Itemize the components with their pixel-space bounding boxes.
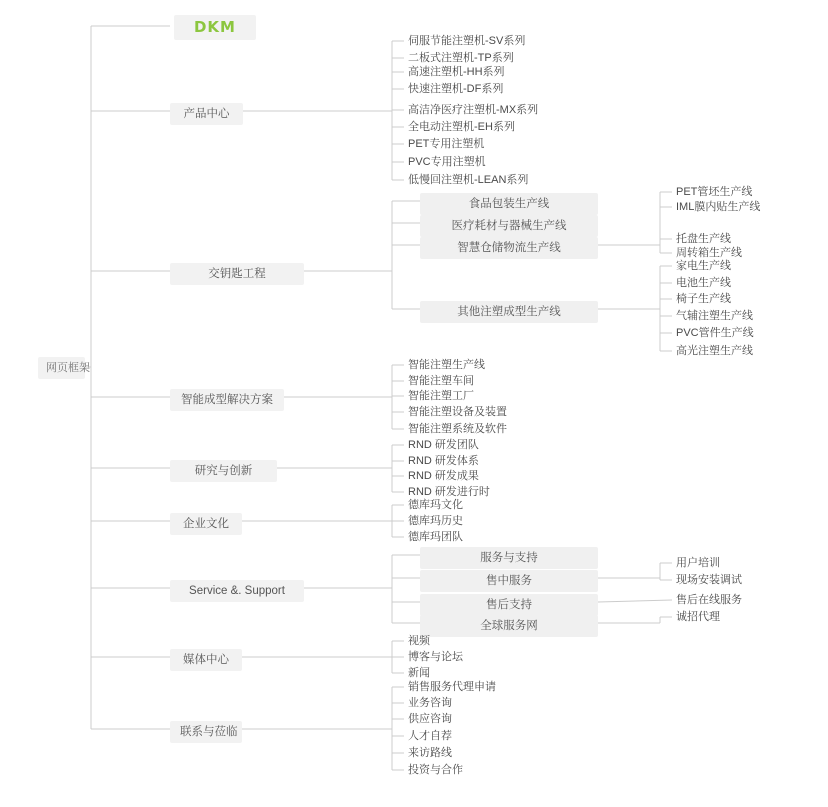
leaf-item[interactable]: PET专用注塑机 (408, 138, 485, 150)
branch-service-support[interactable]: Service &. Support (170, 580, 304, 602)
branch-culture[interactable]: 企业文化 (170, 513, 242, 535)
leaf-item[interactable]: 高速注塑机-HH系列 (408, 66, 505, 78)
leaf-item[interactable]: 德库玛历史 (408, 515, 463, 527)
bar-medical-line[interactable]: 医疗耗材与器械生产线 (420, 215, 598, 237)
leaf-item[interactable]: 售后在线服务 (676, 594, 742, 606)
leaf-item[interactable]: PVC专用注塑机 (408, 156, 486, 168)
leaf-item[interactable]: RND 研发体系 (408, 455, 479, 467)
leaf-item[interactable]: 全电动注塑机-EH系列 (408, 121, 515, 133)
leaf-item[interactable]: 低慢回注塑机-LEAN系列 (408, 174, 529, 186)
leaf-item[interactable]: 德库玛团队 (408, 531, 463, 543)
leaf-item[interactable]: 人才自荐 (408, 730, 452, 742)
leaf-item[interactable]: 用户培训 (676, 557, 720, 569)
leaf-item[interactable]: 气辅注塑生产线 (676, 310, 753, 322)
leaf-item[interactable]: 智能注塑系统及软件 (408, 423, 507, 435)
branch-products[interactable]: 产品中心 (170, 103, 243, 125)
leaf-item[interactable]: 托盘生产线 (676, 233, 731, 245)
leaf-item[interactable]: 供应咨询 (408, 713, 452, 725)
leaf-item[interactable]: 伺服节能注塑机-SV系列 (408, 35, 526, 47)
root-node[interactable]: 网页框架 (38, 357, 85, 379)
leaf-item[interactable]: 现场安装调试 (676, 574, 742, 586)
leaf-item[interactable]: 博客与论坛 (408, 651, 463, 663)
branch-media[interactable]: 媒体中心 (170, 649, 242, 671)
leaf-item[interactable]: 家电生产线 (676, 260, 731, 272)
leaf-item[interactable]: RND 研发进行时 (408, 486, 490, 498)
bar-during-sale-service[interactable]: 售中服务 (420, 570, 598, 592)
bar-other-molding-line[interactable]: 其他注塑成型生产线 (420, 301, 598, 323)
leaf-item[interactable]: 智能注塑工厂 (408, 390, 474, 402)
branch-smart-solutions[interactable]: 智能成型解决方案 (170, 389, 284, 411)
leaf-item[interactable]: PET管坯生产线 (676, 186, 753, 198)
leaf-item[interactable]: 周转箱生产线 (676, 247, 742, 259)
bar-smart-logistics-line[interactable]: 智慧仓储物流生产线 (420, 237, 598, 259)
leaf-item[interactable]: 销售服务代理申请 (408, 681, 496, 693)
leaf-item[interactable]: 诚招代理 (676, 611, 720, 623)
leaf-item[interactable]: 业务咨询 (408, 697, 452, 709)
leaf-item[interactable]: PVC管件生产线 (676, 327, 754, 339)
leaf-item[interactable]: 新闻 (408, 667, 430, 679)
leaf-item[interactable]: 智能注塑车间 (408, 375, 474, 387)
branch-turnkey[interactable]: 交钥匙工程 (170, 263, 304, 285)
leaf-item[interactable]: IML膜内贴生产线 (676, 201, 761, 213)
leaf-item[interactable]: 椅子生产线 (676, 293, 731, 305)
leaf-item[interactable]: 二板式注塑机-TP系列 (408, 52, 514, 64)
leaf-item[interactable]: 高洁净医疗注塑机-MX系列 (408, 104, 539, 116)
leaf-item[interactable]: 电池生产线 (676, 277, 731, 289)
leaf-item[interactable]: 智能注塑生产线 (408, 359, 485, 371)
branch-research[interactable]: 研究与创新 (170, 460, 277, 482)
bar-global-service-network[interactable]: 全球服务网 (420, 615, 598, 637)
bar-after-sale-support[interactable]: 售后支持 (420, 594, 598, 616)
leaf-item[interactable]: RND 研发成果 (408, 470, 479, 482)
bar-service-and-support[interactable]: 服务与支持 (420, 547, 598, 569)
leaf-item[interactable]: 高光注塑生产线 (676, 345, 753, 357)
leaf-item[interactable]: 视频 (408, 635, 430, 647)
leaf-item[interactable]: 智能注塑设备及装置 (408, 406, 507, 418)
leaf-item[interactable]: 德库玛文化 (408, 499, 463, 511)
brand-logo[interactable]: DKM (174, 15, 256, 40)
leaf-item[interactable]: 投资与合作 (408, 764, 463, 776)
leaf-item[interactable]: 快速注塑机-DF系列 (408, 83, 504, 95)
leaf-item[interactable]: RND 研发团队 (408, 439, 479, 451)
leaf-item[interactable]: 来访路线 (408, 747, 452, 759)
branch-contact[interactable]: 联系与莅临 (170, 721, 242, 743)
bar-food-packaging-line[interactable]: 食品包装生产线 (420, 193, 598, 215)
